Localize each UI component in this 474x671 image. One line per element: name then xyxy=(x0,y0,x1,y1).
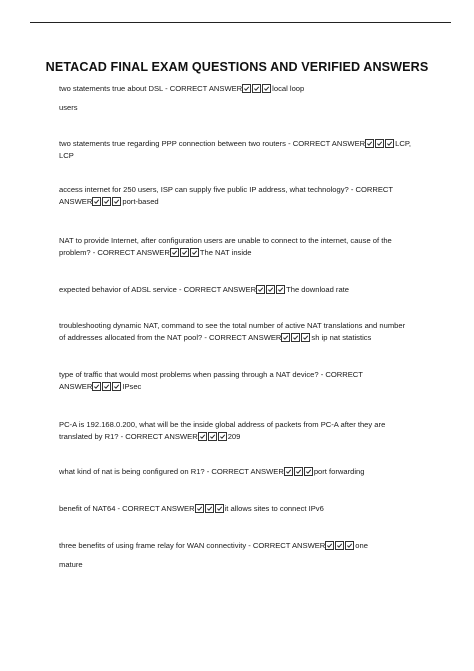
checkbox-checked-icon xyxy=(170,248,179,257)
qa-line xyxy=(59,284,439,296)
qa-text: LCP xyxy=(59,150,74,160)
checkbox-checked-icon xyxy=(281,333,290,342)
checkbox-checked-icon xyxy=(385,139,394,148)
top-rule xyxy=(30,22,451,23)
qa-text: PC-A is 192.168.0.200, what will be the inside global address of packets from PC-A after they are xyxy=(59,420,386,429)
checkbox-group xyxy=(195,504,224,513)
checkbox-checked-icon xyxy=(195,504,204,513)
checkbox-checked-icon xyxy=(252,84,261,93)
qa-line xyxy=(59,503,439,515)
page-title: NETACAD FINAL EXAM QUESTIONS AND VERIFIED ANSWERS xyxy=(45,60,429,74)
qa-item xyxy=(59,503,439,515)
qa-answer: The download rate xyxy=(286,285,349,294)
checkbox-checked-icon xyxy=(375,139,384,148)
qa-line xyxy=(59,332,439,344)
checkbox-checked-icon xyxy=(242,84,251,93)
checkbox-group xyxy=(365,139,394,148)
checkbox-group xyxy=(284,467,313,476)
qa-line xyxy=(59,419,439,431)
qa-text: what kind of nat is being configured on R1? - CORRECT ANSWER xyxy=(59,467,284,476)
checkbox-checked-icon xyxy=(284,467,293,476)
checkbox-checked-icon xyxy=(301,333,310,342)
qa-item xyxy=(59,320,439,343)
qa-answer: The NAT inside xyxy=(199,247,252,257)
qa-text: of addresses allocated from the NAT pool? - CORRECT ANSWER xyxy=(59,332,282,342)
qa-line xyxy=(59,559,439,571)
checkbox-group xyxy=(256,285,285,294)
checkbox-checked-icon xyxy=(256,285,265,294)
checkbox-group xyxy=(325,541,354,550)
qa-line xyxy=(59,138,439,150)
qa-item xyxy=(59,235,439,258)
qa-text: ANSWER xyxy=(59,381,93,391)
checkbox-checked-icon xyxy=(190,248,199,257)
qa-line xyxy=(59,150,439,162)
qa-answer: one xyxy=(355,541,368,550)
qa-text: access internet for 250 users, ISP can supply five public IP address, what technology? - CORRECT xyxy=(59,185,394,194)
qa-line xyxy=(59,247,439,259)
checkbox-checked-icon xyxy=(345,541,354,550)
qa-item xyxy=(59,419,439,442)
checkbox-group xyxy=(242,84,271,93)
qa-item xyxy=(59,184,439,207)
checkbox-group xyxy=(170,248,199,257)
qa-text: troubleshooting dynamic NAT, command to see the total number of active NAT translations and number xyxy=(59,321,406,330)
qa-answer: port forwarding xyxy=(313,467,365,476)
qa-line xyxy=(59,431,439,443)
qa-answer: mature xyxy=(59,559,83,569)
checkbox-checked-icon xyxy=(365,139,374,148)
qa-text: expected behavior of ADSL service - CORRECT ANSWER xyxy=(59,285,257,294)
qa-item xyxy=(59,540,439,570)
checkbox-checked-icon xyxy=(325,541,334,550)
qa-line xyxy=(59,196,439,208)
checkbox-group xyxy=(281,333,310,342)
qa-answer: LCP, xyxy=(395,139,412,148)
qa-answer: port-based xyxy=(122,196,159,206)
qa-answer: 209 xyxy=(227,431,241,441)
checkbox-checked-icon xyxy=(208,432,217,441)
checkbox-group xyxy=(92,197,121,206)
qa-line xyxy=(59,83,439,95)
qa-text: type of traffic that would most problems when passing through a NAT device? - CORRECT xyxy=(59,370,363,379)
qa-answer: sh ip nat statistics xyxy=(311,332,372,342)
qa-text: three benefits of using frame relay for WAN connectivity - CORRECT ANSWER xyxy=(59,541,326,550)
qa-item xyxy=(59,369,439,392)
checkbox-checked-icon xyxy=(262,84,271,93)
qa-item xyxy=(59,138,439,161)
checkbox-group xyxy=(198,432,227,441)
checkbox-checked-icon xyxy=(92,382,101,391)
qa-text: problem? - CORRECT ANSWER xyxy=(59,247,170,257)
checkbox-checked-icon xyxy=(294,467,303,476)
qa-text: benefit of NAT64 - CORRECT ANSWER xyxy=(59,504,195,513)
qa-item xyxy=(59,284,439,296)
checkbox-checked-icon xyxy=(276,285,285,294)
qa-line xyxy=(59,381,439,393)
qa-answer: local loop xyxy=(272,84,305,93)
qa-line xyxy=(59,466,439,478)
checkbox-checked-icon xyxy=(304,467,313,476)
checkbox-checked-icon xyxy=(215,504,224,513)
qa-text: ANSWER xyxy=(59,196,93,206)
qa-line xyxy=(59,102,439,114)
qa-answer: it allows sites to connect IPv6 xyxy=(224,504,324,513)
qa-text: NAT to provide Internet, after configuration users are unable to connect to the internet, cause of the xyxy=(59,236,392,245)
checkbox-checked-icon xyxy=(102,197,111,206)
qa-text: two statements true about DSL - CORRECT ANSWER xyxy=(59,84,243,93)
checkbox-checked-icon xyxy=(198,432,207,441)
qa-answer: users xyxy=(59,102,78,112)
qa-item xyxy=(59,83,439,113)
qa-line xyxy=(59,184,439,196)
checkbox-checked-icon xyxy=(335,541,344,550)
checkbox-checked-icon xyxy=(180,248,189,257)
checkbox-checked-icon xyxy=(218,432,227,441)
qa-line xyxy=(59,540,439,552)
checkbox-checked-icon xyxy=(112,382,121,391)
qa-line xyxy=(59,369,439,381)
checkbox-checked-icon xyxy=(112,197,121,206)
checkbox-checked-icon xyxy=(92,197,101,206)
checkbox-checked-icon xyxy=(102,382,111,391)
qa-line xyxy=(59,235,439,247)
checkbox-group xyxy=(92,382,121,391)
checkbox-checked-icon xyxy=(205,504,214,513)
qa-line xyxy=(59,320,439,332)
qa-text: two statements true regarding PPP connection between two routers - CORRECT ANSWER xyxy=(59,139,366,148)
qa-text: translated by R1? - CORRECT ANSWER xyxy=(59,431,198,441)
checkbox-checked-icon xyxy=(291,333,300,342)
checkbox-checked-icon xyxy=(266,285,275,294)
qa-answer: IPsec xyxy=(122,381,142,391)
qa-item xyxy=(59,466,439,478)
